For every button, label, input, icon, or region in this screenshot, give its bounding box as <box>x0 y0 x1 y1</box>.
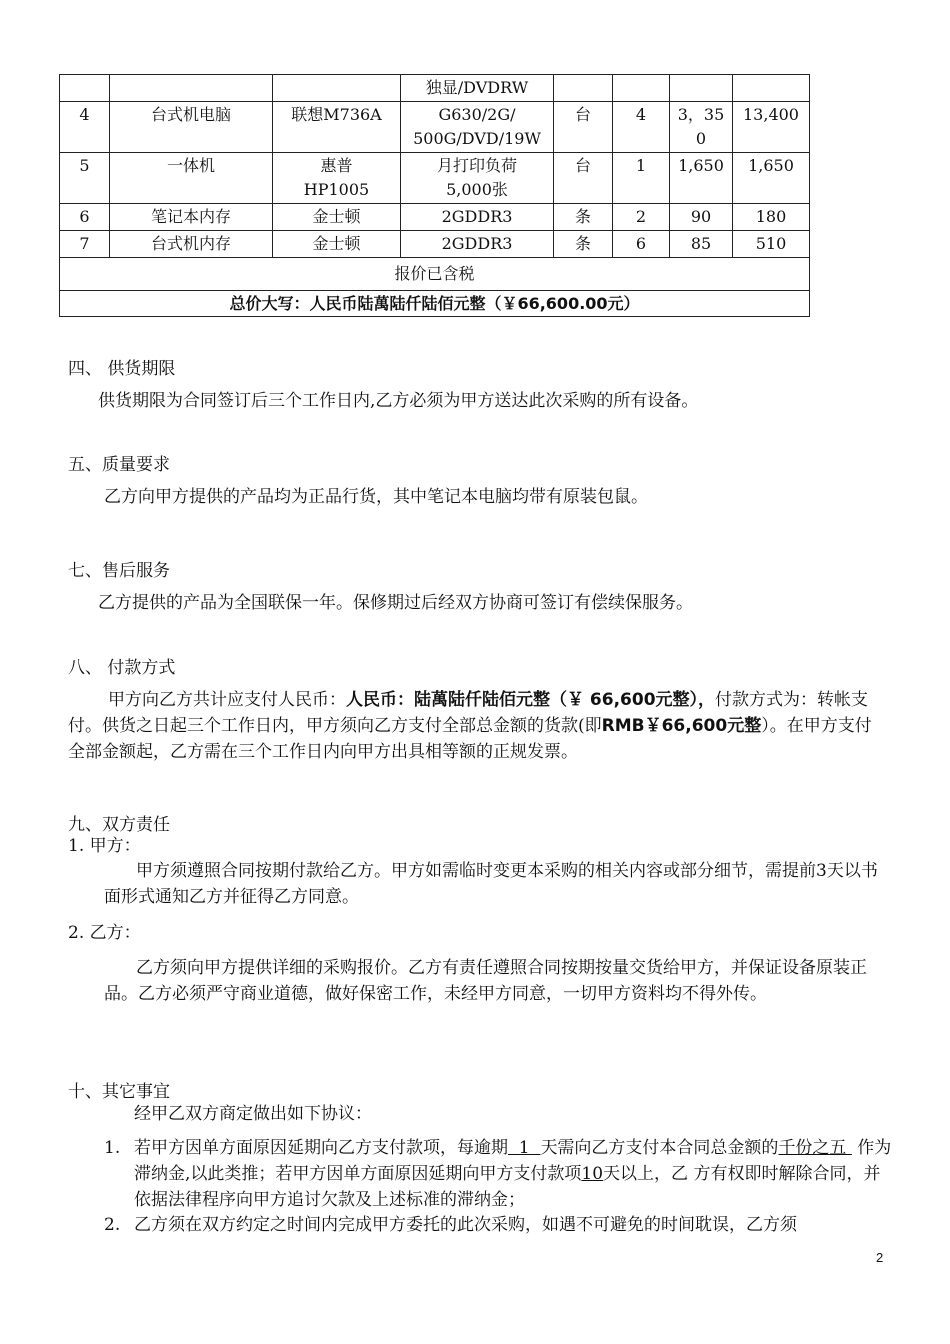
cell-total <box>733 75 810 102</box>
cell-price <box>670 75 733 102</box>
party-a-label: 1. 甲方： <box>68 836 141 856</box>
party-b-body: 乙方须向甲方提供详细的采购报价。乙方有责任遵照合同按期按量交货给甲方，并保证设备原装正品。乙方必须严守商业道德，做好保密工作，未经甲方同意，一切甲方资料均不得外传。 <box>104 958 867 1004</box>
cell-unit <box>554 75 613 102</box>
cell-no: 4 <box>60 102 110 153</box>
cell-qty: 6 <box>613 231 670 258</box>
section-4-body: 供货期限为合同签订后三个工作日内,乙方必须为甲方送达此次采购的所有设备。 <box>98 391 699 411</box>
section-9-title: 九、双方责任 <box>68 815 170 835</box>
cell-qty: 2 <box>613 204 670 231</box>
table-row <box>60 153 810 204</box>
cell-no <box>60 75 110 102</box>
cell-model: 惠普 HP1005 <box>273 153 401 204</box>
cell-unit: 台 <box>554 102 613 153</box>
total-row <box>60 291 810 317</box>
table-row <box>60 204 810 231</box>
table-row <box>60 102 810 153</box>
item-1-number: 1. <box>104 1138 121 1158</box>
cell-price: 85 <box>670 231 733 258</box>
cell-unit: 条 <box>554 204 613 231</box>
cell-model: 金士顿 <box>273 231 401 258</box>
section-8-title: 八、 付款方式 <box>68 658 176 678</box>
cell-name: 台式机电脑 <box>110 102 273 153</box>
tax-note: 报价已含税 <box>60 258 810 291</box>
table-row <box>60 231 810 258</box>
section-10-intro: 经甲乙双方商定做出如下协议： <box>134 1104 372 1124</box>
section-5-body: 乙方向甲方提供的产品均为正品行货，其中笔记本电脑均带有原装包鼠。 <box>104 487 648 507</box>
cell-total: 510 <box>733 231 810 258</box>
cell-price: 90 <box>670 204 733 231</box>
item-1-body: 若甲方因单方面原因延期向乙方支付款项，每逾期 1 天需向乙方支付本合同总金额的千份之五 作为滞纳金,以此类推；若甲方因单方面原因延期向甲方支付款项10天以上，乙 方有权即时解除合同，并依据法律程序向甲方追讨欠款及上述标准的滞纳金； <box>134 1138 892 1210</box>
cell-no: 7 <box>60 231 110 258</box>
section-5-title: 五、质量要求 <box>68 455 170 475</box>
cell-spec: 独显/DVDRW <box>401 75 554 102</box>
section-7-title: 七、售后服务 <box>68 561 170 581</box>
page-number: 2 <box>876 1250 884 1265</box>
cell-spec: 2GDDR3 <box>401 231 554 258</box>
cell-price: 1,650 <box>670 153 733 204</box>
cell-spec: 月打印负荷 5,000张 <box>401 153 554 204</box>
cell-qty: 1 <box>613 153 670 204</box>
cell-qty: 4 <box>613 102 670 153</box>
cell-spec: G630/2G/ 500G/DVD/19W <box>401 102 554 153</box>
quote-table <box>59 74 810 317</box>
cell-name <box>110 75 273 102</box>
cell-name: 一体机 <box>110 153 273 204</box>
cell-name: 台式机内存 <box>110 231 273 258</box>
section-7-body: 乙方提供的产品为全国联保一年。保修期过后经双方协商可签订有偿续保服务。 <box>98 593 693 613</box>
cell-qty <box>613 75 670 102</box>
cell-model <box>273 75 401 102</box>
cell-total: 180 <box>733 204 810 231</box>
section-4-title: 四、 供货期限 <box>68 359 176 379</box>
cell-model: 金士顿 <box>273 204 401 231</box>
cell-total: 13,400 <box>733 102 810 153</box>
party-b-label: 2. 乙方： <box>68 923 141 943</box>
total-amount: 总价大写：人民币陆萬陆仟陆佰元整（￥66,600.00元） <box>60 291 810 317</box>
cell-unit: 条 <box>554 231 613 258</box>
item-2-number: 2. <box>104 1215 121 1235</box>
table-row <box>60 75 810 102</box>
cell-total: 1,650 <box>733 153 810 204</box>
cell-no: 5 <box>60 153 110 204</box>
cell-model: 联想M736A <box>273 102 401 153</box>
cell-unit: 台 <box>554 153 613 204</box>
cell-price: 3，35 0 <box>670 102 733 153</box>
cell-name: 笔记本内存 <box>110 204 273 231</box>
tax-note-row <box>60 258 810 291</box>
item-2-body: 乙方须在双方约定之时间内完成甲方委托的此次采购，如遇不可避免的时间耽误，乙方须 <box>134 1215 797 1235</box>
section-8-body: 甲方向乙方共计应支付人民币：人民币：陆萬陆仟陆佰元整（￥ 66,600元整），付款方式为：转帐支付。供货之日起三个工作日内，甲方须向乙方支付全部总金额的货款(即RMB￥66,600元整）。在甲方支付全部金额起，乙方需在三个工作日内向甲方出具相等额的正规发票。 <box>68 690 872 762</box>
party-a-body: 甲方须遵照合同按期付款给乙方。甲方如需临时变更本采购的相关内容或部分细节，需提前3天以书面形式通知乙方并征得乙方同意。 <box>104 861 878 907</box>
cell-spec: 2GDDR3 <box>401 204 554 231</box>
cell-no: 6 <box>60 204 110 231</box>
section-10-title: 十、其它事宜 <box>68 1082 170 1102</box>
